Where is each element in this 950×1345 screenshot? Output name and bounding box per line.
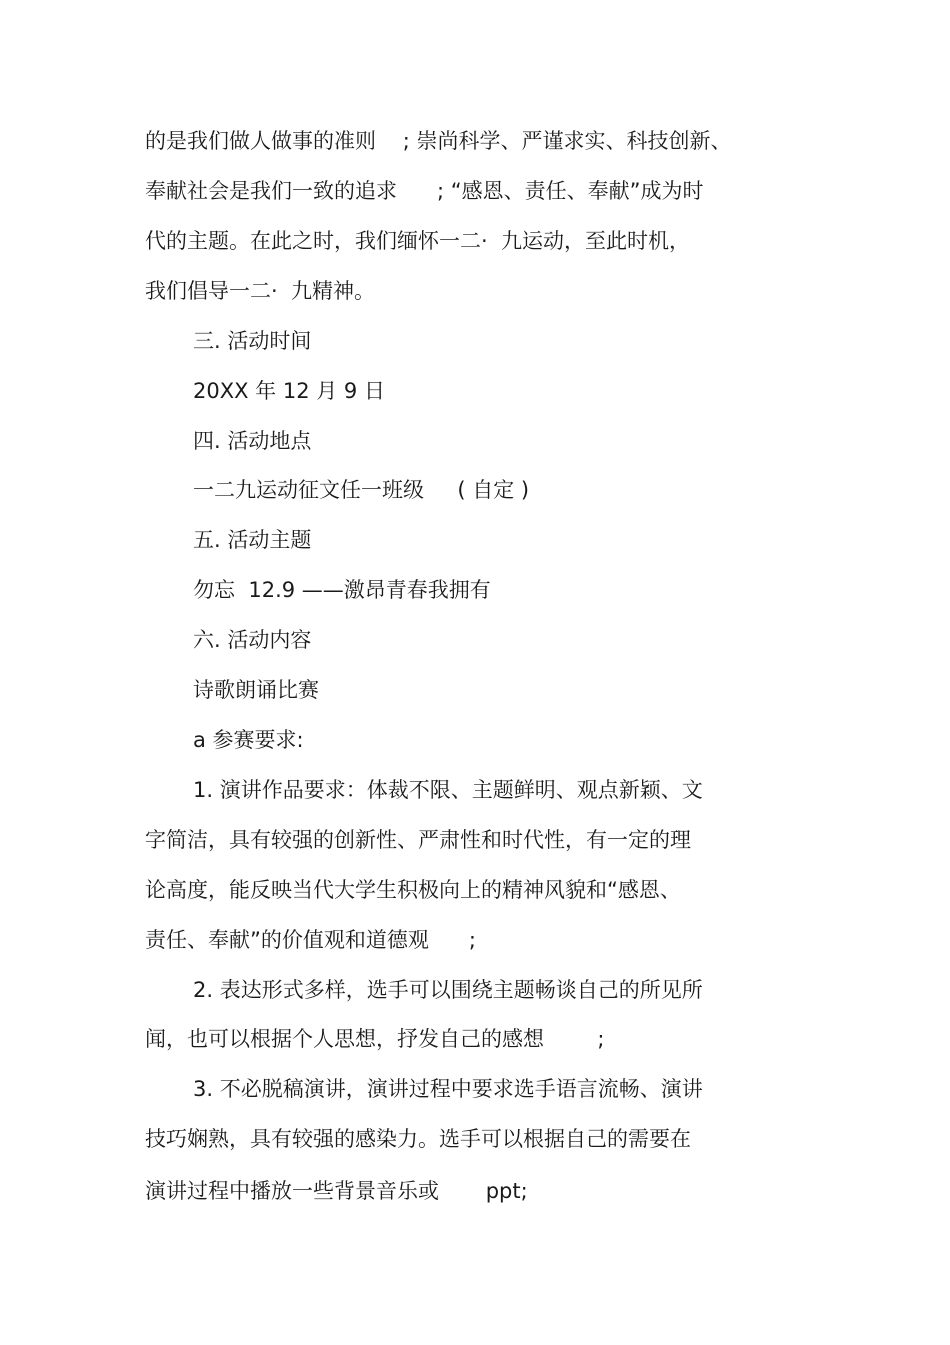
text-line: a 参赛要求: bbox=[193, 728, 304, 752]
text-line: 我们倡导一二· 九精神。 bbox=[145, 279, 376, 303]
text-line: 论高度，能反映当代大学生积极向上的精神风貌和“感恩、 bbox=[145, 878, 681, 902]
text-line: 技巧娴熟，具有较强的感染力。选手可以根据自己的需要在 bbox=[145, 1127, 691, 1151]
section-heading: 六. 活动内容 bbox=[193, 628, 312, 652]
section-heading: 五. 活动主题 bbox=[193, 528, 312, 552]
section-heading: 四. 活动地点 bbox=[193, 429, 312, 453]
text-line: 责任、奉献”的价值观和道德观 ; bbox=[145, 928, 477, 952]
text-line: 字简洁，具有较强的创新性、严肃性和时代性，有一定的理 bbox=[145, 828, 691, 852]
text-line: 20XX 年 12 月 9 日 bbox=[193, 379, 385, 403]
text-line: 诗歌朗诵比赛 bbox=[193, 678, 319, 702]
text-line: 一二九运动征文任一班级 ( 自定 ) bbox=[193, 478, 530, 502]
text-line: 闻，也可以根据个人思想，抒发自己的感想 ; bbox=[145, 1027, 605, 1051]
text-line: 2. 表达形式多样，选手可以围绕主题畅谈自己的所见所 bbox=[193, 978, 703, 1002]
text-line: 的是我们做人做事的准则 ; 崇尚科学、严谨求实、科技创新、 bbox=[145, 129, 732, 153]
text-line: 3. 不必脱稿演讲，演讲过程中要求选手语言流畅、演讲 bbox=[193, 1077, 703, 1101]
text-line: 勿忘 12.9 ——激昂青春我拥有 bbox=[193, 578, 491, 602]
text-line: 代的主题。在此之时，我们缅怀一二· 九运动，至此时机， bbox=[145, 229, 691, 253]
text-line: 1. 演讲作品要求：体裁不限、主题鲜明、观点新颖、文 bbox=[193, 778, 703, 802]
section-heading: 三. 活动时间 bbox=[193, 329, 312, 353]
text-line: 奉献社会是我们一致的追求 ; “感恩、责任、奉献”成为时 bbox=[145, 179, 704, 203]
text-line: 演讲过程中播放一些背景音乐或 ppt; bbox=[145, 1179, 528, 1203]
